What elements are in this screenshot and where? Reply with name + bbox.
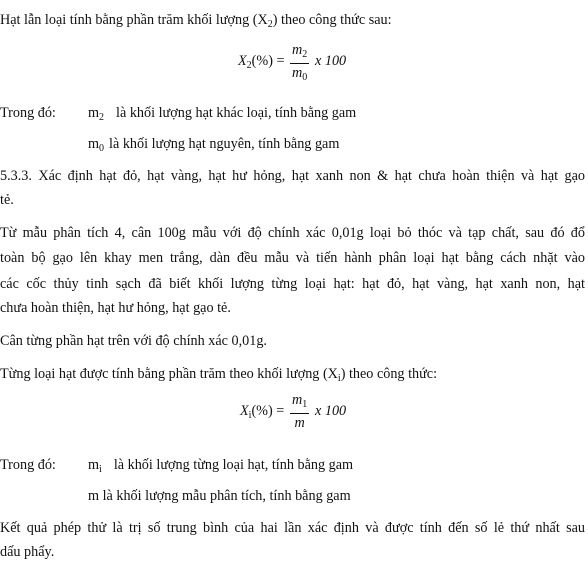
procedure-line3: các cốc thủy tinh sạch đã biết khối lượng từng loại hạt: hạt đỏ, hạt vàng, hạt xanh non, hạt: [0, 276, 585, 292]
intro-text: Hạt lẫn loại tính bằng phần trăm khối lượng (X: [0, 12, 268, 28]
intro-subscript: 2: [267, 19, 273, 30]
formula-x2-lhs: $X_2(\%)$ =: [238, 53, 285, 71]
section-heading-line1: 5.3.3. Xác định hạt đỏ, hạt vàng, hạt hư hỏng, hạt xanh non & hạt chưa hoàn thiện và hạt gạo: [0, 168, 585, 184]
formula-x2-multiplier: x 100: [315, 53, 347, 69]
result-line1: Kết quả phép thử là trị số trung bình của hai lần xác định và được tính đến số lẻ thứ nhất sau: [0, 520, 585, 536]
calculation-paragraph: Từng loại hạt được tính bằng phần trăm theo khối lượng $(X_i)$ theo công thức:: [0, 366, 438, 384]
section-heading-line2: tẻ.: [0, 192, 14, 208]
formula-x2-fraction: $\frac{m_2}{m_0}$: [292, 42, 308, 83]
where-m0-definition: $m_0$ là khối lượng hạt nguyên, tính bằng gam: [88, 136, 340, 154]
intro-paragraph: [0, 12, 392, 30]
where-m-definition: m là khối lượng mẫu phân tích, tính bằng gam: [88, 488, 351, 504]
procedure-line1: Từ mẫu phân tích 4, cân 100g mẫu với độ chính xác 0,01g loại bỏ thóc và tạp chất, sau đó đổ: [0, 225, 585, 241]
weighing-paragraph: Cân từng phần hạt trên với độ chính xác 0,01g.: [0, 333, 267, 349]
formula-xi-fraction: $\frac{m_1}{m}$: [292, 392, 308, 431]
where-mi-definition: $m_i$ là khối lượng từng loại hạt, tính bằng gam: [88, 457, 354, 475]
formula-xi-lhs: $X_i(\%)$ =: [240, 403, 285, 421]
result-line2: dấu phẩy.: [0, 544, 55, 560]
where-label: Trong đó:: [0, 105, 56, 121]
procedure-line2: toàn bộ gạo lên khay men trắng, dàn đều mẫu và tiến hành phân loại hạt bằng cách nhặt vào: [0, 250, 585, 266]
where-m2-definition: $m_2$ là khối lượng hạt khác loại, tính bằng gam: [88, 105, 357, 123]
procedure-line4: chưa hoàn thiện, hạt hư hỏng, hạt gạo tẻ.: [0, 300, 231, 316]
formula-xi-multiplier: x 100: [315, 403, 347, 419]
where-label-2: Trong đó:: [0, 457, 56, 473]
intro-tail: ) theo công thức sau:: [272, 12, 392, 28]
